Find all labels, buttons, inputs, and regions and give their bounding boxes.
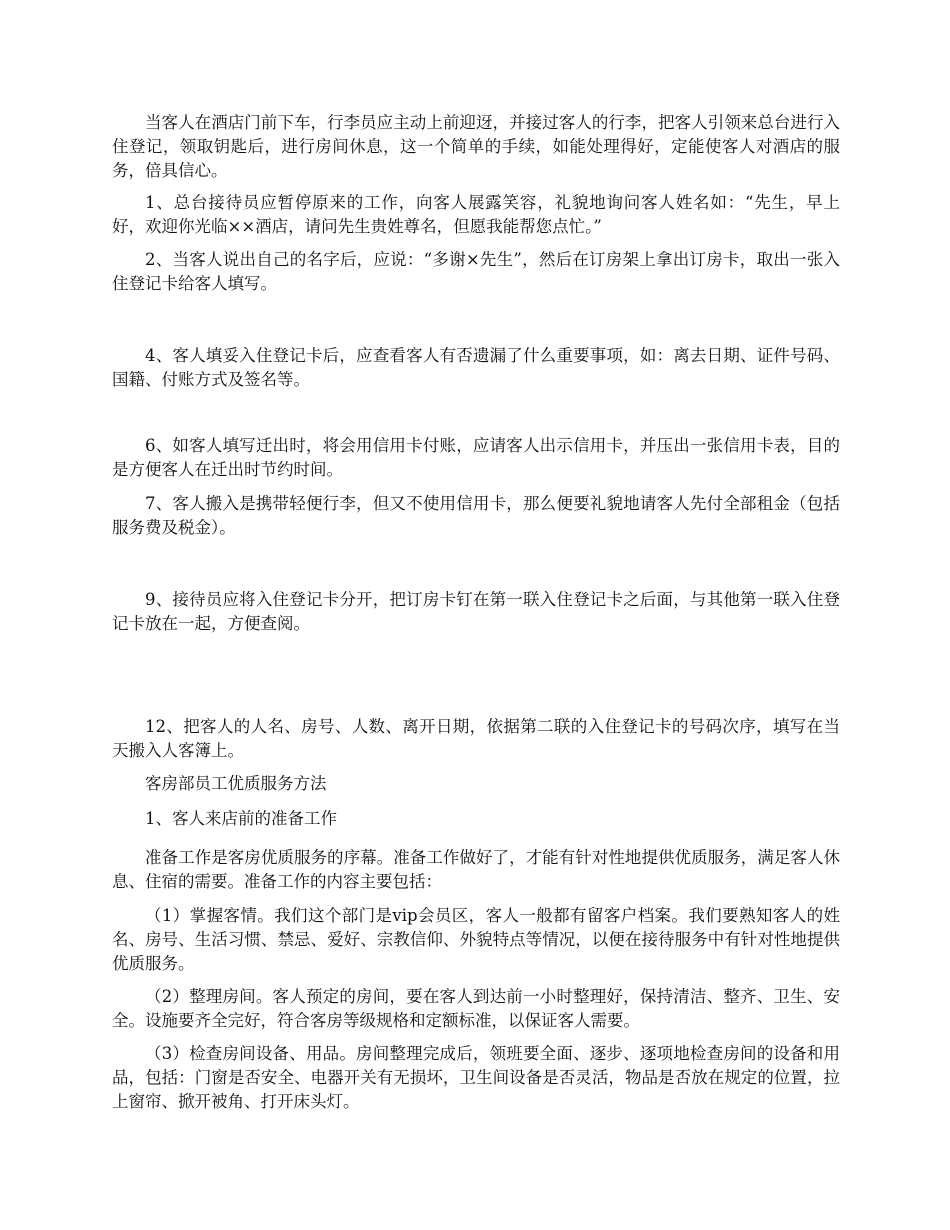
item-3-paragraph: （3）检查房间设备、用品。房间整理完成后，领班要全面、逐步、逐项地检查房间的设备和用品，包括：门窗是否安全、电器开关有无损坏，卫生间设备是否灵活，物品是否放在规定的位置，拉上窗帘、掀开被角、打开床头灯。 (112, 1044, 840, 1111)
step-1-paragraph: 1、总台接待员应暂停原来的工作，向客人展露笑容，礼貌地询问客人姓名如：“先生，早上好，欢迎你光临××酒店，请问先生贵姓尊名，但愿我能帮您点忙。” (112, 193, 840, 236)
step-7-paragraph: 7、客人搬入是携带轻便行李，但又不使用信用卡，那么便要礼貌地请客人先付全部租金（包括服务费及税金）。 (112, 494, 840, 537)
step-12-paragraph: 12、把客人的人名、房号、人数、离开日期，依据第二联的入住登记卡的号码次序，填写在当天搬入人客簿上。 (112, 717, 840, 760)
intro-paragraph: 当客人在酒店门前下车，行李员应主动上前迎迓，并接过客人的行李，把客人引领来总台进行入住登记，领取钥匙后，进行房间休息，这一个简单的手续，如能处理得好，定能使客人对酒店的服务，倍具信心。 (112, 113, 840, 180)
subsection-heading: 1、客人来店前的准备工作 (145, 809, 337, 828)
step-4-paragraph: 4、客人填妥入住登记卡后，应查看客人有否遗漏了什么重要事项，如：离去日期、证件号码、国籍、付账方式及签名等。 (112, 346, 840, 389)
step-6-paragraph: 6、如客人填写迁出时，将会用信用卡付账，应请客人出示信用卡，并压出一张信用卡表，目的是方便客人在迁出时节约时间。 (112, 436, 840, 479)
step-9-paragraph: 9、接待员应将入住登记卡分开，把订房卡钉在第一联入住登记卡之后面，与其他第一联入住登记卡放在一起，方便查阅。 (112, 590, 840, 633)
step-2-paragraph: 2、当客人说出自己的名字后，应说：“多谢×先生”，然后在订房架上拿出订房卡，取出一张入住登记卡给客人填写。 (112, 250, 840, 293)
section-heading: 客房部员工优质服务方法 (145, 774, 327, 793)
item-1-paragraph: （1）掌握客情。我们这个部门是vip会员区，客人一般都有留客户档案。我们要熟知客人的姓名、房号、生活习惯、禁忌、爱好、宗教信仰、外貌特点等情况，以便在接待服务中有针对性地提供优质服务。 (112, 906, 840, 973)
preparation-paragraph: 准备工作是客房优质服务的序幕。准备工作做好了，才能有针对性地提供优质服务，满足客人休息、住宿的需要。准备工作的内容主要包括： (112, 848, 840, 891)
item-2-paragraph: （2）整理房间。客人预定的房间，要在客人到达前一小时整理好，保持清洁、整齐、卫生、安全。设施要齐全完好，符合客房等级规格和定额标准，以保证客人需要。 (112, 987, 840, 1030)
